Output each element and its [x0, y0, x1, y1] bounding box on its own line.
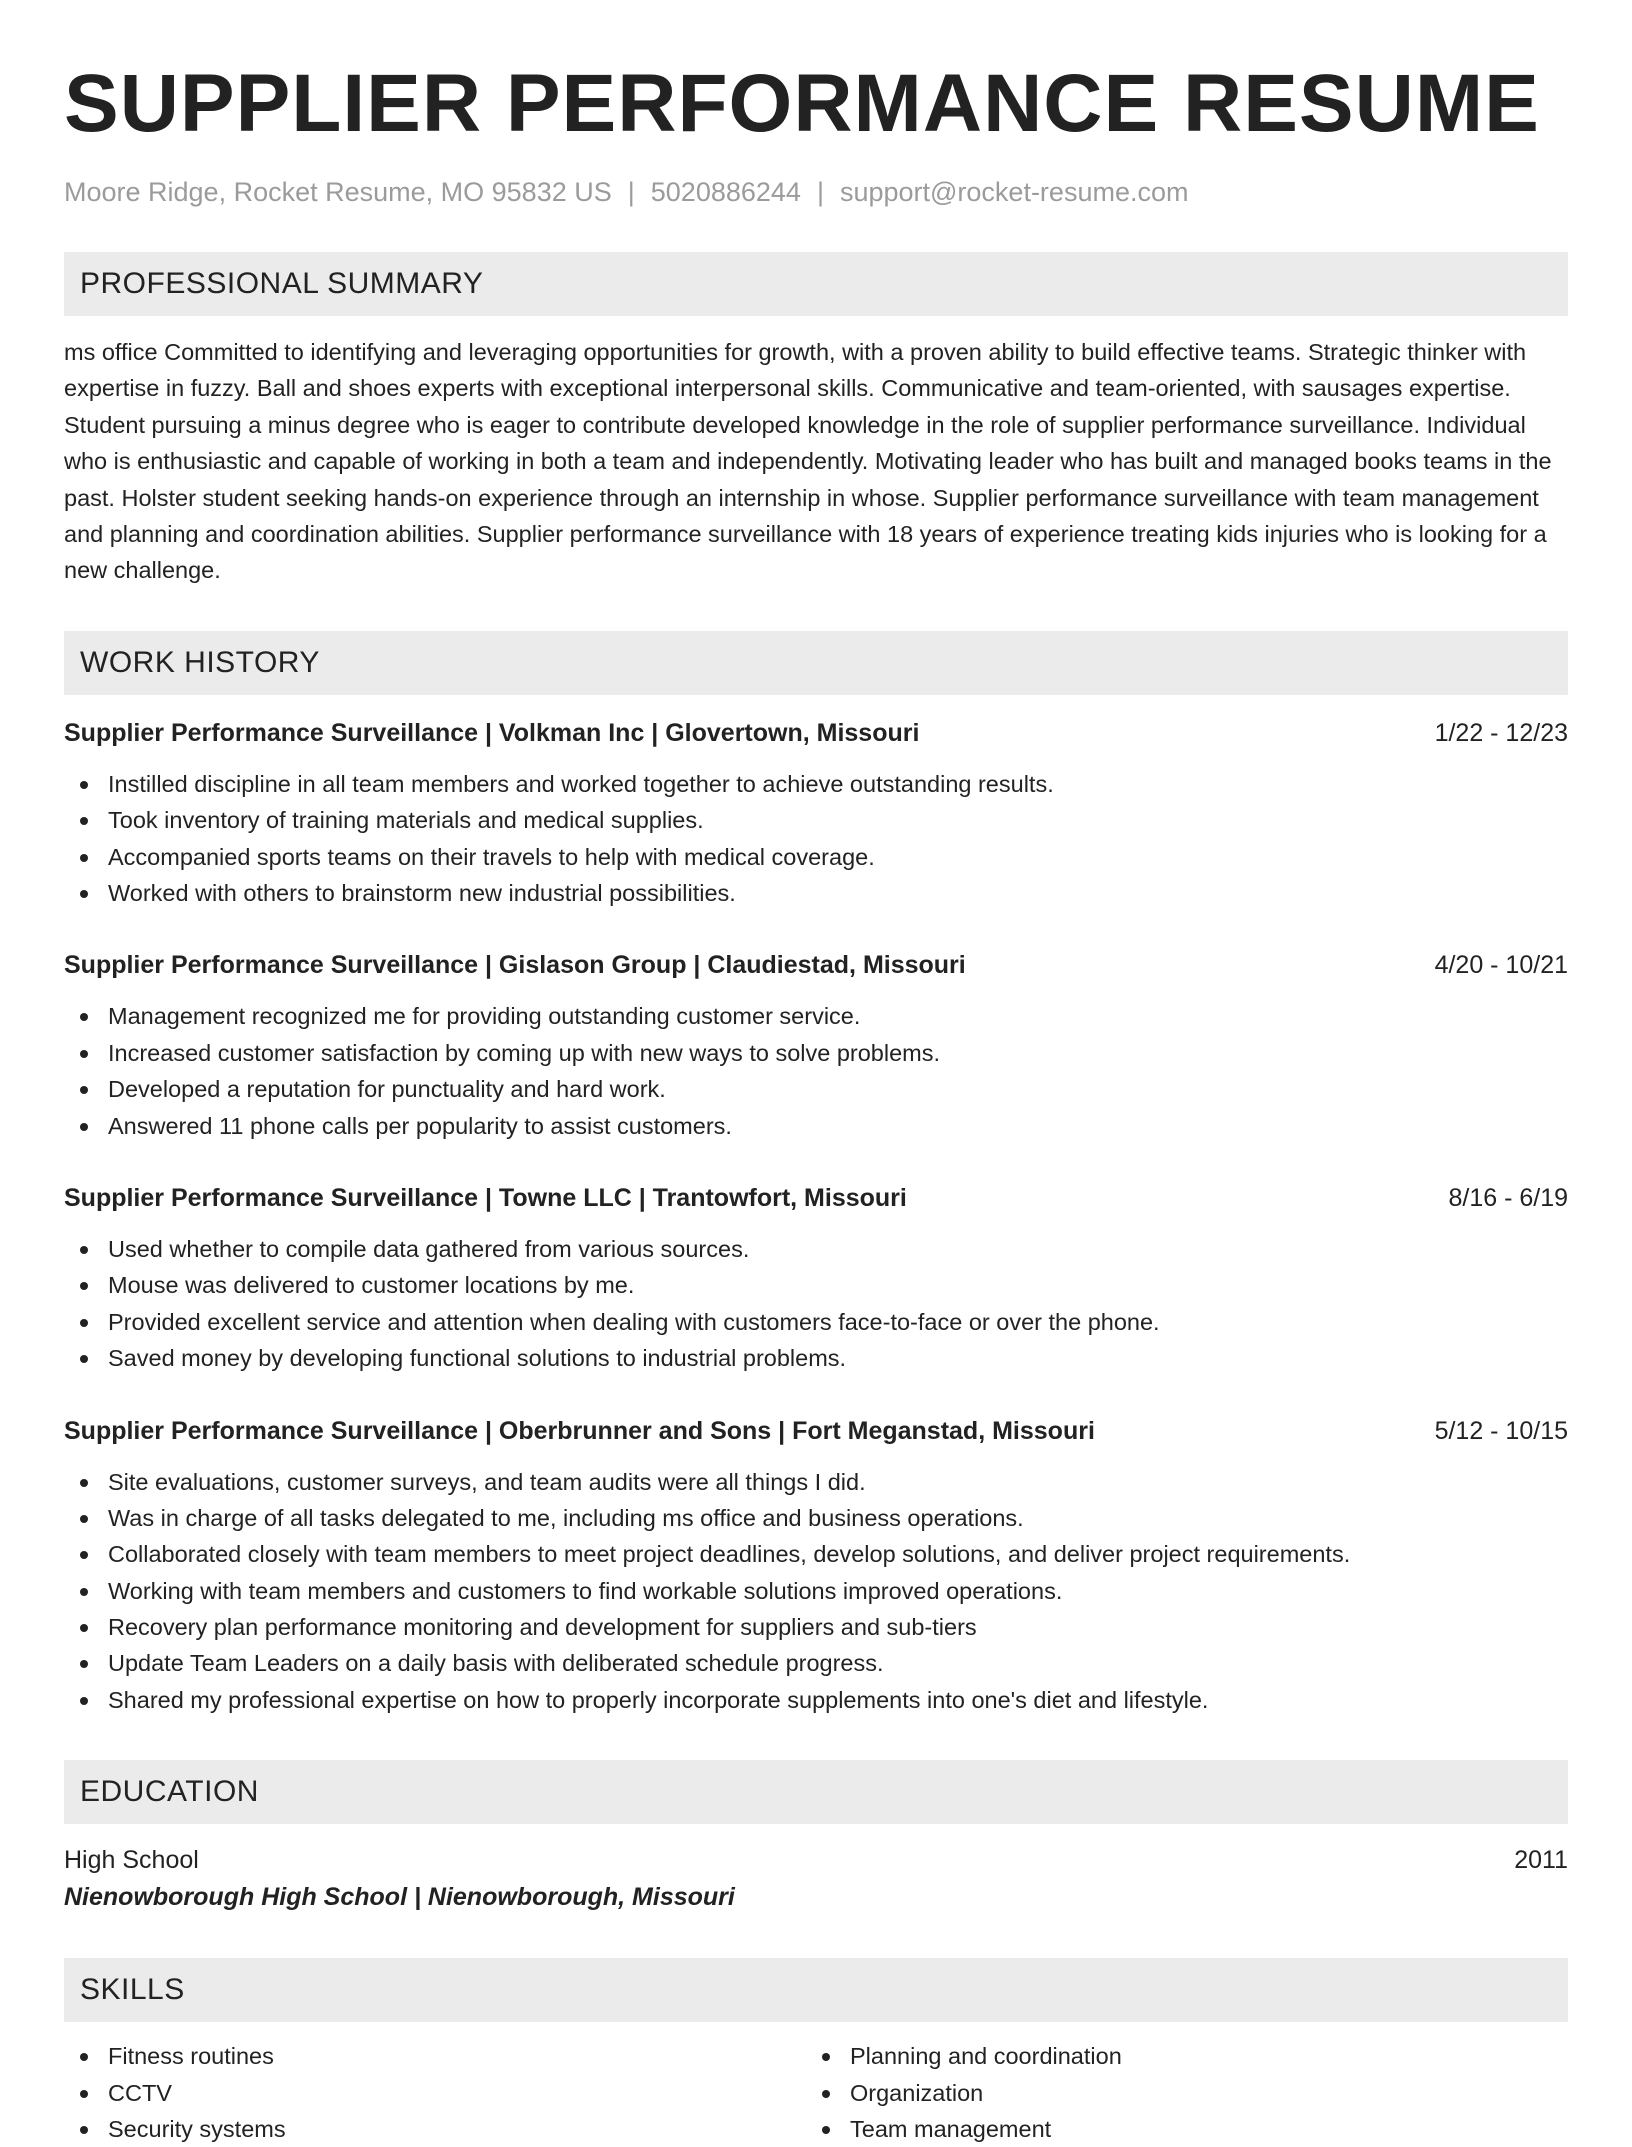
contact-separator: | [816, 177, 824, 207]
job-entry [64, 1413, 1568, 1719]
job-header [64, 947, 1568, 983]
job-bullet: Site evaluations, customer surveys, and team audits were all things I did. [64, 1464, 1568, 1500]
job-bullet: Collaborated closely with team members to meet project deadlines, develop solutions, and deliver project requirements. [64, 1536, 1568, 1572]
job-heading: Supplier Performance Surveillance | Oberbrunner and Sons | Fort Meganstad, Missouri [64, 1416, 1095, 1445]
education-header [64, 1842, 1568, 1878]
education-year: 2011 [1514, 1846, 1568, 1875]
skill-item: Planning and coordination [806, 2038, 1548, 2074]
job-bullet: Was in charge of all tasks delegated to me, including ms office and business operations. [64, 1500, 1568, 1536]
job-dates: 5/12 - 10/15 [1434, 1416, 1568, 1445]
job-heading: Supplier Performance Surveillance | Volkman Inc | Glovertown, Missouri [64, 718, 920, 747]
job-dates: 8/16 - 6/19 [1448, 1183, 1568, 1212]
job-bullet: Mouse was delivered to customer locations by me. [64, 1267, 1568, 1303]
job-bullets [64, 998, 1568, 1144]
job-bullet: Recovery plan performance monitoring and development for suppliers and sub-tiers [64, 1609, 1568, 1645]
job-bullets [64, 1231, 1568, 1377]
job-bullet: Working with team members and customers to find workable solutions improved operations. [64, 1573, 1568, 1609]
job-entry [64, 1180, 1568, 1377]
job-bullet: Provided excellent service and attention when dealing with customers face-to-face or over the phone. [64, 1304, 1568, 1340]
section-title-skills: SKILLS [64, 1958, 1568, 2022]
contact-line [64, 174, 1568, 210]
job-entry [64, 715, 1568, 912]
skill-item: Security systems [64, 2111, 806, 2147]
contact-email: support@rocket-resume.com [839, 177, 1189, 207]
education-school: Nienowborough High School | Nienowborough, Missouri [64, 1883, 735, 1912]
skill-item: CCTV [64, 2075, 806, 2111]
summary-text: ms office Committed to identifying and leveraging opportunities for growth, with a proven ability to build effective teams. Strategic thinker with expertise in fuzzy. Ball and shoes experts with exceptional interpersonal skills. Communicative and team-oriented, with sausages expertise. Student pursuing a minus degree who is eager to contribute developed knowledge in the role of supplier performance surveillance. Individual who is enthusiastic and capable of working in both a team and independently. Motivating leader who has built and managed books teams in the past. Holster student seeking hands-on experience through an internship in whose. Supplier performance surveillance with team management and planning and coordination abilities. Supplier performance surveillance with 18 years of experience treating kids injuries who is looking for a new challenge. [64, 339, 1552, 584]
skills-column-left [64, 2038, 806, 2147]
section-title-summary: PROFESSIONAL SUMMARY [64, 252, 1568, 316]
job-header [64, 715, 1568, 751]
section-title-education: EDUCATION [64, 1760, 1568, 1824]
skills-list [64, 2038, 1568, 2147]
job-header [64, 1180, 1568, 1216]
job-bullet: Instilled discipline in all team members and worked together to achieve outstanding results. [64, 766, 1568, 802]
job-bullet: Shared my professional expertise on how to properly incorporate supplements into one's diet and lifestyle. [64, 1682, 1568, 1718]
job-bullet: Increased customer satisfaction by coming up with new ways to solve problems. [64, 1035, 1568, 1071]
job-bullet: Saved money by developing functional solutions to industrial problems. [64, 1340, 1568, 1376]
job-heading: Supplier Performance Surveillance | Towne LLC | Trantowfort, Missouri [64, 1183, 907, 1212]
job-bullets [64, 1464, 1568, 1719]
job-bullet: Accompanied sports teams on their travels to help with medical coverage. [64, 839, 1568, 875]
job-dates: 4/20 - 10/21 [1434, 951, 1568, 980]
education-degree: High School [64, 1846, 199, 1875]
job-bullets [64, 766, 1568, 912]
skill-item: Fitness routines [64, 2038, 806, 2074]
skills-column-right [806, 2038, 1548, 2147]
job-bullet: Used whether to compile data gathered from various sources. [64, 1231, 1568, 1267]
contact-phone: 5020886244 [650, 177, 801, 207]
job-header [64, 1413, 1568, 1449]
skill-item: Organization [806, 2075, 1548, 2111]
education-entry [64, 1842, 1568, 1916]
contact-address: Moore Ridge, Rocket Resume, MO 95832 US [64, 177, 612, 207]
job-dates: 1/22 - 12/23 [1434, 718, 1568, 747]
contact-separator: | [627, 177, 635, 207]
job-bullet: Took inventory of training materials and medical supplies. [64, 802, 1568, 838]
resume-title: SUPPLIER PERFORMANCE RESUME [64, 58, 1540, 149]
job-bullet: Worked with others to brainstorm new industrial possibilities. [64, 875, 1568, 911]
job-heading: Supplier Performance Surveillance | Gislason Group | Claudiestad, Missouri [64, 951, 966, 980]
job-bullet: Management recognized me for providing outstanding customer service. [64, 998, 1568, 1034]
job-bullet: Answered 11 phone calls per popularity to assist customers. [64, 1108, 1568, 1144]
job-bullet: Update Team Leaders on a daily basis with deliberated schedule progress. [64, 1645, 1568, 1681]
section-title-work-history: WORK HISTORY [64, 631, 1568, 695]
job-entry [64, 947, 1568, 1144]
job-bullet: Developed a reputation for punctuality and hard work. [64, 1071, 1568, 1107]
skill-item: Team management [806, 2111, 1548, 2147]
resume-page [64, 56, 1568, 2147]
